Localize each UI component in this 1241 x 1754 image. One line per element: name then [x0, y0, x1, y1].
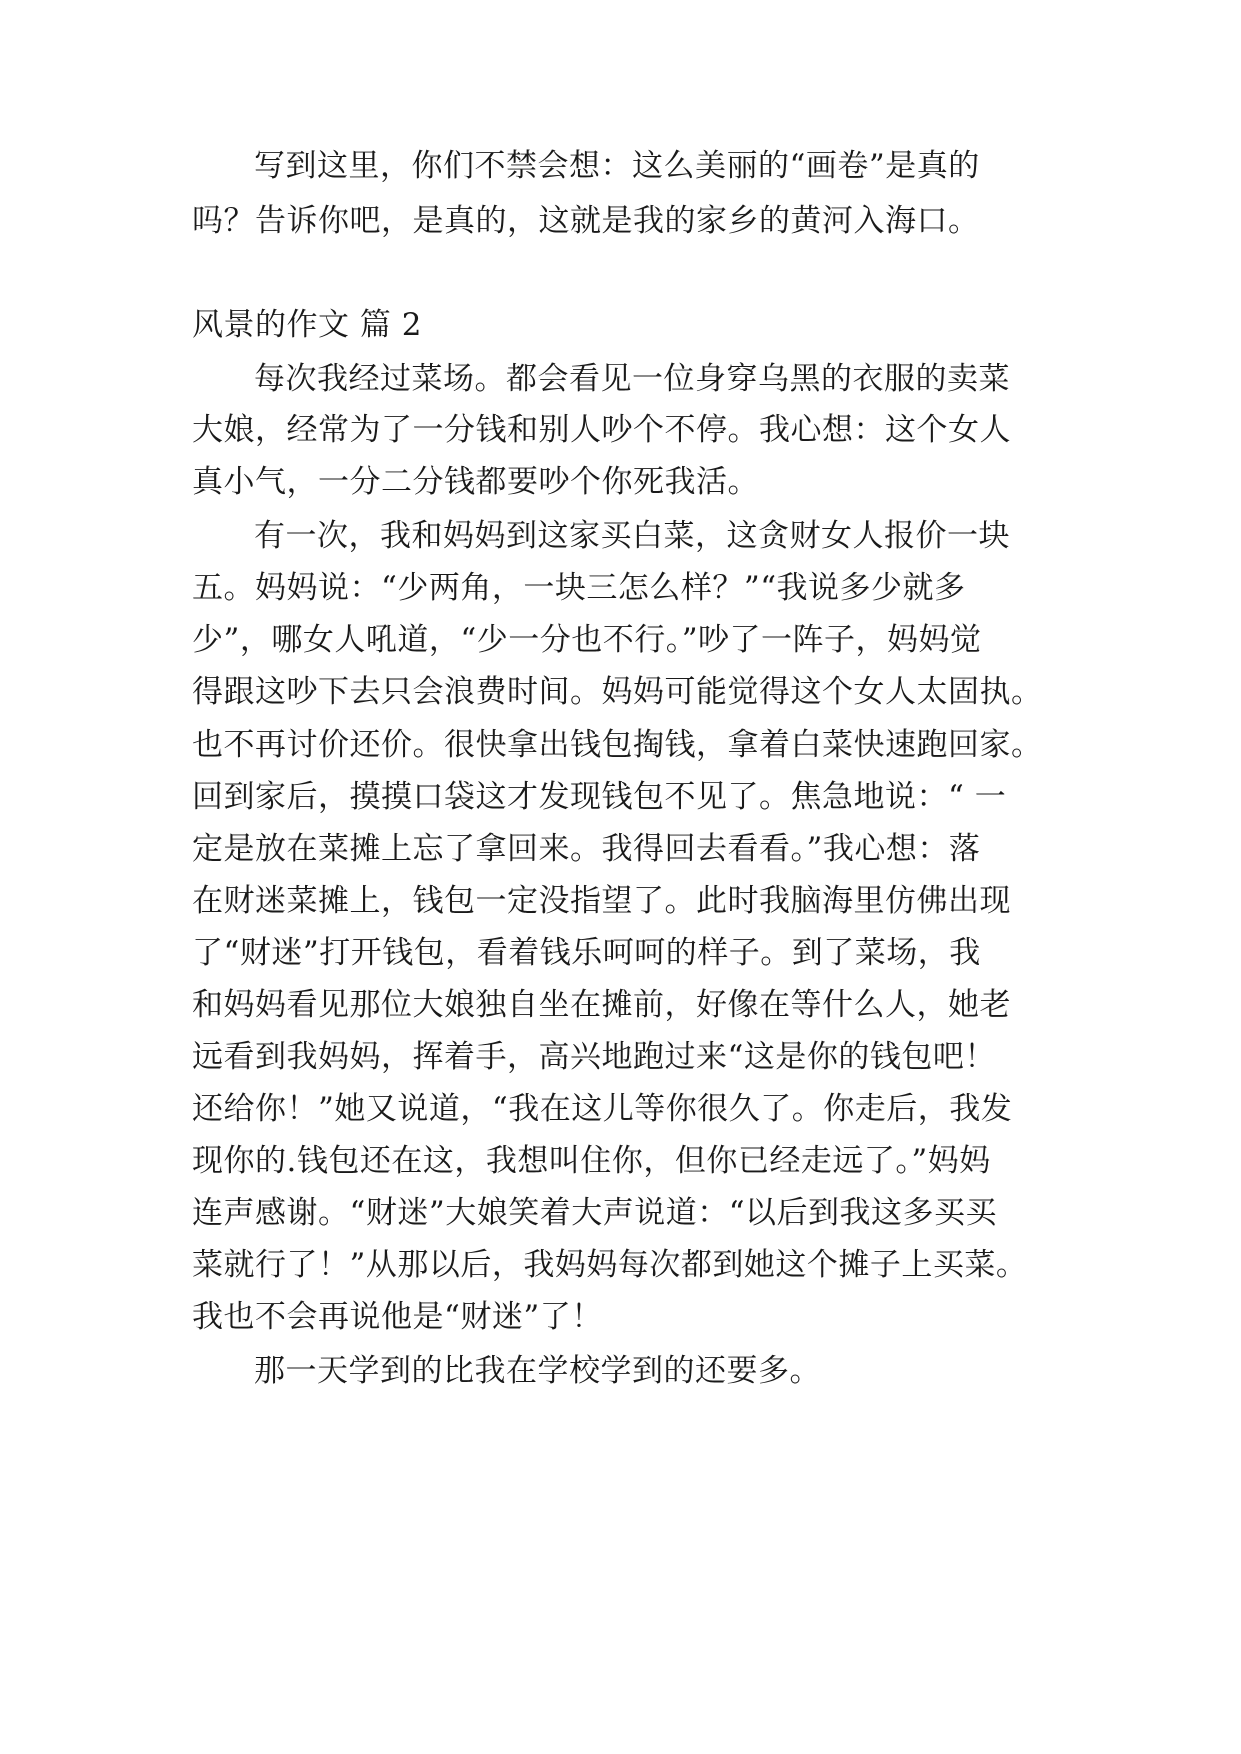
paragraph2-line-14: 连声感谢。“财迷”大娘笑着大声说道：“以后到我这多买买: [192, 1195, 998, 1231]
paragraph2-line-8: 在财迷菜摊上，钱包一定没指望了。此时我脑海里仿佛出现: [192, 883, 1011, 919]
paragraph1-line-3: 真小气，一分二分钱都要吵个你死我活。: [192, 464, 759, 500]
paragraph2-line-9: 了“财迷”打开钱包，看着钱乐呵呵的样子。到了菜场，我: [192, 935, 981, 971]
paragraph2-line-15: 菜就行了！”从那以后，我妈妈每次都到她这个摊子上买菜。: [192, 1247, 1028, 1283]
intro-line-1: 写到这里，你们不禁会想：这么美丽的“画卷”是真的: [254, 148, 980, 184]
paragraph2-line-7: 定是放在菜摊上忘了拿回来。我得回去看看。”我心想：落: [192, 831, 981, 867]
paragraph2-line-6: 回到家后，摸摸口袋这才发现钱包不见了。焦急地说：“ 一: [192, 779, 1007, 815]
paragraph2-line-10: 和妈妈看见那位大娘独自坐在摊前，好像在等什么人，她老: [192, 987, 1011, 1023]
paragraph2-line-5: 也不再讨价还价。很快拿出钱包掏钱，拿着白菜快速跑回家。: [192, 727, 1043, 763]
paragraph2-line-1: 有一次，我和妈妈到这家买白菜，这贪财女人报价一块: [254, 518, 1010, 554]
paragraph2-line-11: 远看到我妈妈，挥着手，高兴地跑过来“这是你的钱包吧！: [192, 1039, 996, 1075]
paragraph2-line-3: 少”，哪女人吼道，“少一分也不行。”吵了一阵子，妈妈觉: [192, 622, 982, 658]
paragraph2-line-2: 五。妈妈说：“少两角，一块三怎么样？”“我说多少就多: [192, 570, 966, 606]
paragraph1-line-2: 大娘，经常为了一分钱和别人吵个不停。我心想：这个女人: [192, 412, 1011, 448]
paragraph1-line-1: 每次我经过菜场。都会看见一位身穿乌黑的衣服的卖菜: [254, 361, 1010, 397]
paragraph2-line-13: 现你的.钱包还在这，我想叫住你，但你已经走远了。”妈妈: [192, 1143, 991, 1179]
paragraph3-line-1: 那一天学到的比我在学校学到的还要多。: [254, 1353, 821, 1389]
section-title: 风景的作文 篇 2: [192, 307, 422, 343]
paragraph2-line-4: 得跟这吵下去只会浪费时间。妈妈可能觉得这个女人太固执。: [192, 674, 1043, 710]
paragraph2-line-16: 我也不会再说他是“财迷”了！: [192, 1299, 603, 1335]
intro-line-2: 吗？告诉你吧，是真的，这就是我的家乡的黄河入海口。: [192, 203, 980, 239]
paragraph2-line-12: 还给你！”她又说道，“我在这儿等你很久了。你走后，我发: [192, 1091, 1013, 1127]
